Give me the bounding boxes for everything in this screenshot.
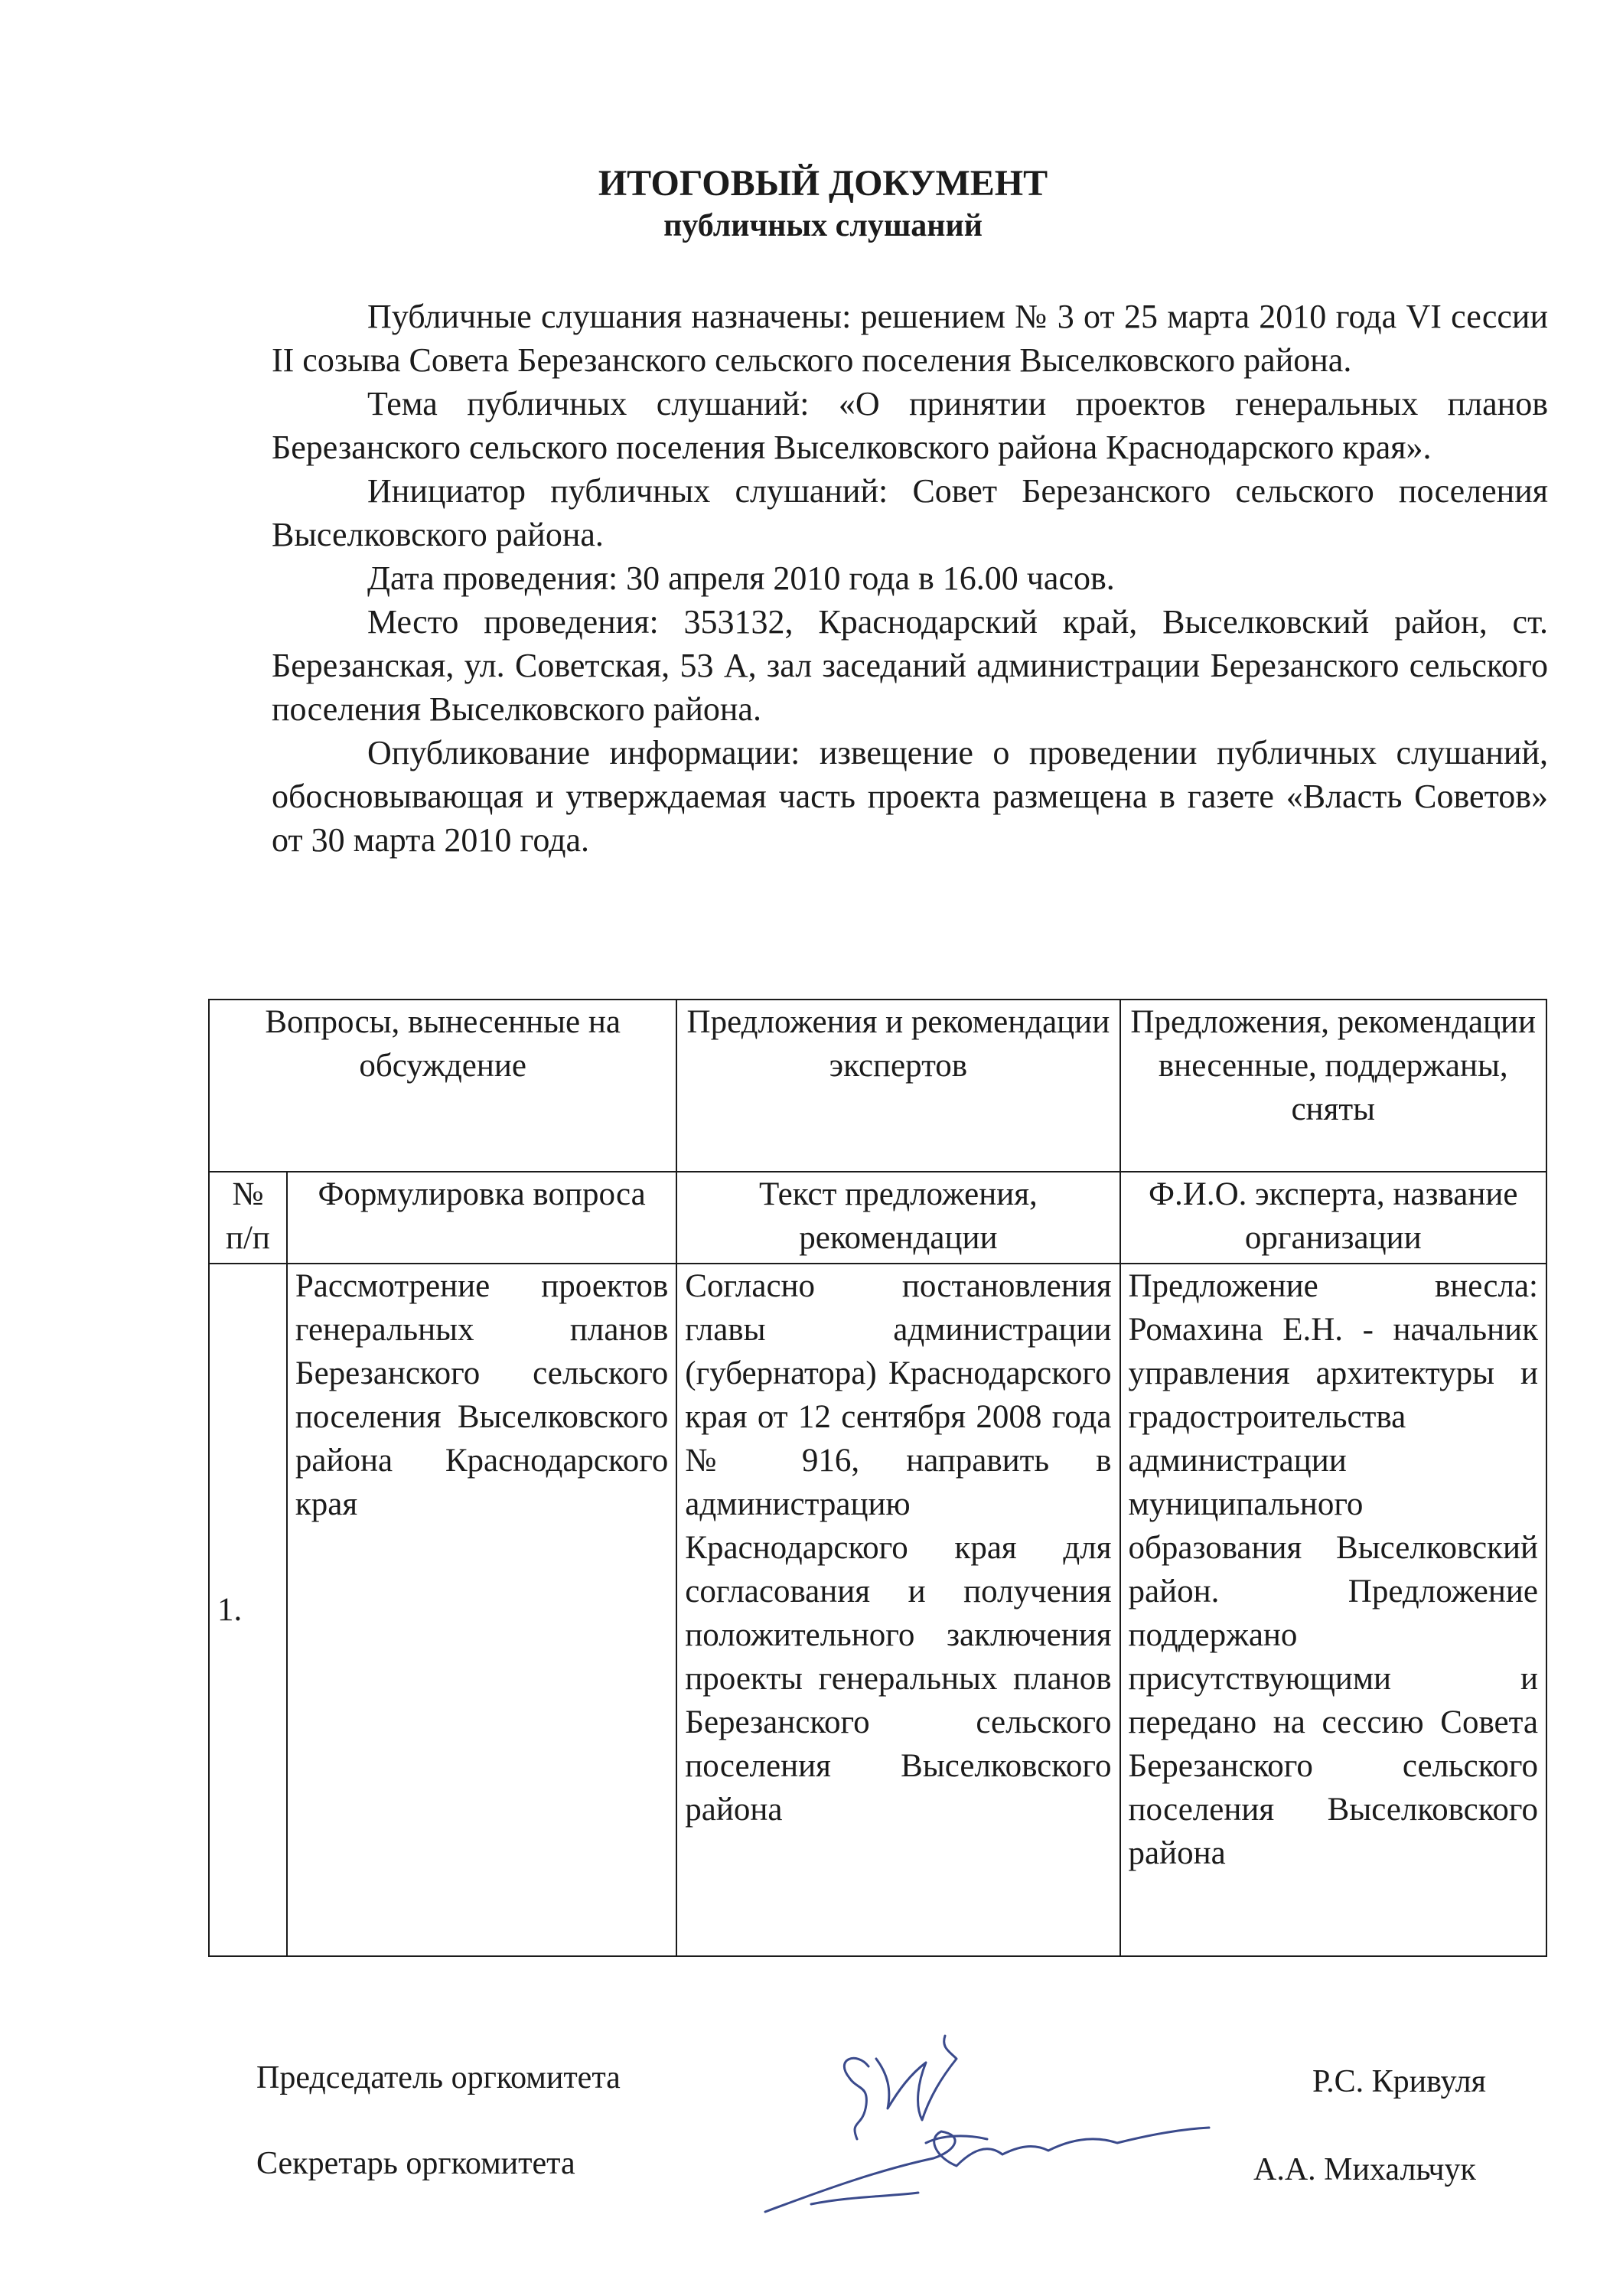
table-group-header-row [209, 1000, 1546, 1172]
paragraph-initiator: Инициатор публичных слушаний: Совет Березанского сельского поселения Выселковского района. [272, 472, 1548, 553]
chairman-role: Председатель оргкомитета [256, 2060, 621, 2095]
row-number: 1. [209, 1264, 287, 1956]
document-title: ИТОГОВЫЙ ДОКУМЕНТ [598, 163, 1048, 204]
row-expert: Предложение внесла: Ромахина Е.Н. - начальник управления архитектуры и градостроительства администрации муниципального образования Выселковский район. Предложение поддержано присутствующими и передано на сессию Совета Березанского сельского поселения Выселковского района [1120, 1264, 1547, 1956]
secretary-signature-icon [765, 2128, 1209, 2212]
header-number: № п/п [209, 1172, 287, 1264]
header-experts: Предложения и рекомендации экспертов [676, 1000, 1119, 1172]
table-sub-header-row [209, 1172, 1546, 1264]
paragraph-date: Дата проведения: 30 апреля 2010 года в 16.00 часов. [367, 559, 1115, 597]
row-question: Рассмотрение проектов генеральных планов Березанского сельского поселения Выселковского района Краснодарского края [287, 1264, 676, 1956]
paragraph-publication: Опубликование информации: извещение о проведении публичных слушаний, обосновывающая и утверждаемая часть проекта размещена в газете «Власть Советов» от 30 марта 2010 года. [272, 734, 1548, 859]
document-subtitle: публичных слушаний [663, 208, 983, 243]
header-submitted: Предложения, рекомендации внесенные, поддержаны, сняты [1120, 1000, 1547, 1172]
secretary-name: А.А. Михальчук [1253, 2152, 1476, 2187]
chairman-signature-icon [844, 2036, 957, 2139]
chairman-name: Р.С. Кривуля [1312, 2064, 1486, 2099]
row-proposal: Согласно постановления главы администрации (губернатора) Краснодарского края от 12 сентября 2008 года № 916, направить в администрацию Краснодарского края для согласования и получения положительного заключения проекты генеральных планов Березанского сельского поселения Выселковского района [676, 1264, 1119, 1956]
header-expert: Ф.И.О. эксперта, название организации [1120, 1172, 1547, 1264]
header-questions: Вопросы, вынесенные на обсуждение [209, 1000, 676, 1172]
header-text: Текст предложения, рекомендации [676, 1172, 1119, 1264]
paragraph-place: Место проведения: 353132, Краснодарский край, Выселковский район, ст. Березанская, ул. Советская, 53 А, зал заседаний администрации Березанского сельского поселения Выселковского района. [272, 603, 1548, 728]
secretary-role: Секретарь оргкомитета [256, 2146, 575, 2181]
document-body [272, 295, 1548, 862]
header-wording: Формулировка вопроса [287, 1172, 676, 1264]
handwritten-signatures [735, 2005, 1224, 2235]
hearings-table [208, 999, 1547, 1957]
paragraph-topic: Тема публичных слушаний: «О принятии проектов генеральных планов Березанского сельского поселения Выселковского района Краснодарского края». [272, 385, 1548, 466]
paragraph-appointed: Публичные слушания назначены: решением № 3 от 25 марта 2010 года VI сессии II созыва Совета Березанского сельского поселения Выселковского района. [272, 298, 1548, 379]
table-row [209, 1264, 1546, 1956]
